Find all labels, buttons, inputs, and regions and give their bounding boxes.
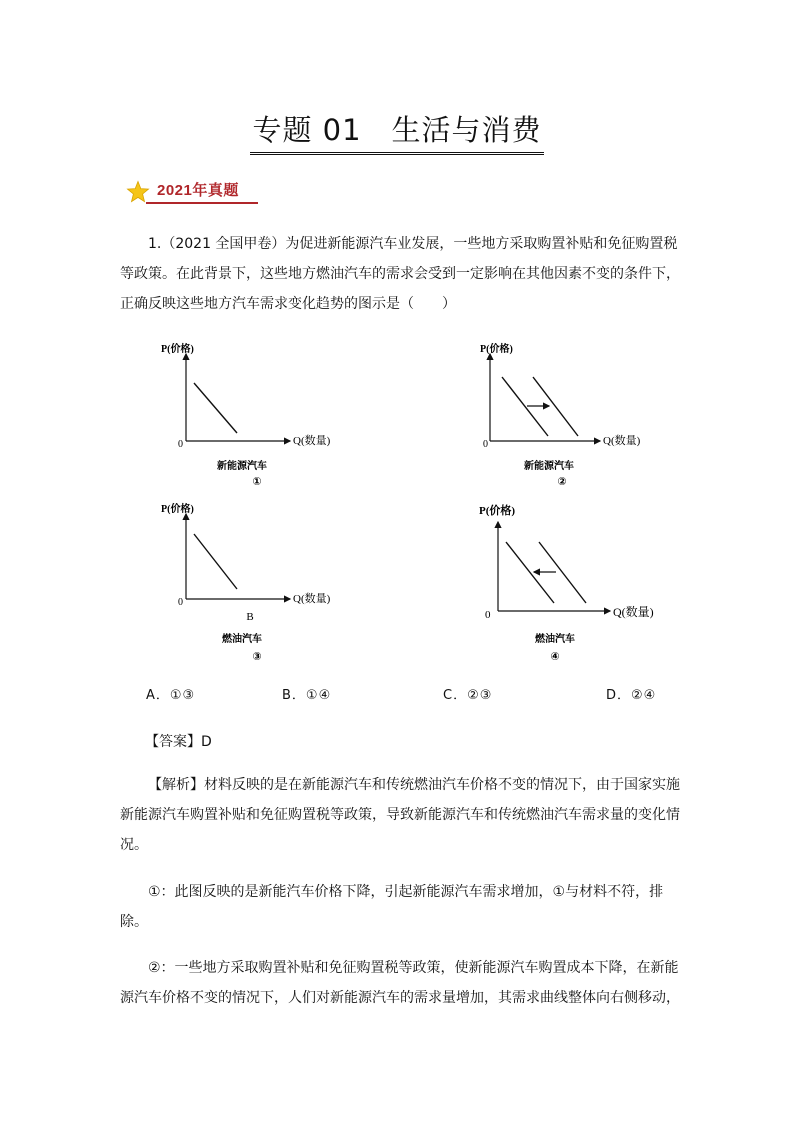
question-text: 1.（2021 全国甲卷）为促进新能源汽车业发展，一些地方采取购置补贴和免征购置税等政策。在此背景下，这些地方燃油汽车的需求会受到一定影响在其他因素不变的条件下，正确反映这些地方汽车需求变化趋势的图示是（ ） <box>120 236 680 312</box>
demand-curve <box>194 534 237 589</box>
y-axis-label: P(价格) <box>479 505 516 517</box>
page-title-text: 专题 01 生活与消费 <box>250 110 543 155</box>
analysis-paragraph-1 <box>120 770 680 860</box>
origin-label: 0 <box>485 609 491 621</box>
y-axis-label: P(价格) <box>161 344 194 355</box>
x-axis-label: Q(数量) <box>293 435 331 447</box>
demand-curve <box>194 383 237 433</box>
origin-label: 0 <box>178 439 183 450</box>
y-axis-label: P(价格) <box>161 504 194 515</box>
chart-caption: 新能源汽车 <box>524 461 574 472</box>
chart-2 <box>466 340 666 500</box>
option-b: B．①④ <box>282 688 332 703</box>
chart-caption: 新能源汽车 <box>217 461 267 472</box>
page-title <box>0 110 794 155</box>
y-axis-label: P(价格) <box>480 344 513 355</box>
analysis-text: 材料反映的是在新能源汽车和传统燃油汽车价格不变的情况下，由于国家实施新能源汽车购置补贴和免征购置税等政策，导致新能源汽车和传统燃油汽车需求量的变化情况。 <box>120 777 680 853</box>
chart-1 <box>160 340 360 500</box>
section-heading <box>124 177 258 207</box>
chart-extra-label: B <box>246 611 254 623</box>
chart-caption: 燃油汽车 <box>222 634 262 645</box>
option-d: D．②④ <box>606 688 657 703</box>
chart-number: ③ <box>252 650 262 663</box>
star-icon <box>126 180 150 204</box>
section-underline <box>146 202 258 204</box>
answer: 【答案】D <box>145 734 212 750</box>
option-a: A．①③ <box>146 688 196 703</box>
chart-number: ① <box>252 475 262 488</box>
section-label: 2021年真题 <box>157 182 239 199</box>
chart-caption: 燃油汽车 <box>535 634 575 645</box>
chart-number: ② <box>557 475 567 488</box>
x-axis-label: Q(数量) <box>603 435 641 447</box>
analysis-paragraph-2: ①：此图反映的是新能汽车价格下降，引起新能源汽车需求增加，①与材料不符，排除。 <box>120 884 664 930</box>
x-axis-label: Q(数量) <box>613 605 654 619</box>
origin-label: 0 <box>483 439 488 450</box>
x-axis-label: Q(数量) <box>293 593 331 605</box>
analysis-paragraph-3: ②：一些地方采取购置补贴和免征购置税等政策，使新能源汽车购置成本下降，在新能源汽车价格不变的情况下，人们对新能源汽车的需求量增加，其需求曲线整体向右侧移动， <box>120 960 680 1006</box>
origin-label: 0 <box>178 597 183 608</box>
analysis-heading: 【解析】 <box>148 777 204 793</box>
chart-4 <box>470 500 670 670</box>
chart-3 <box>160 500 360 670</box>
option-c: C．②③ <box>443 688 493 703</box>
chart-number: ④ <box>550 650 560 663</box>
